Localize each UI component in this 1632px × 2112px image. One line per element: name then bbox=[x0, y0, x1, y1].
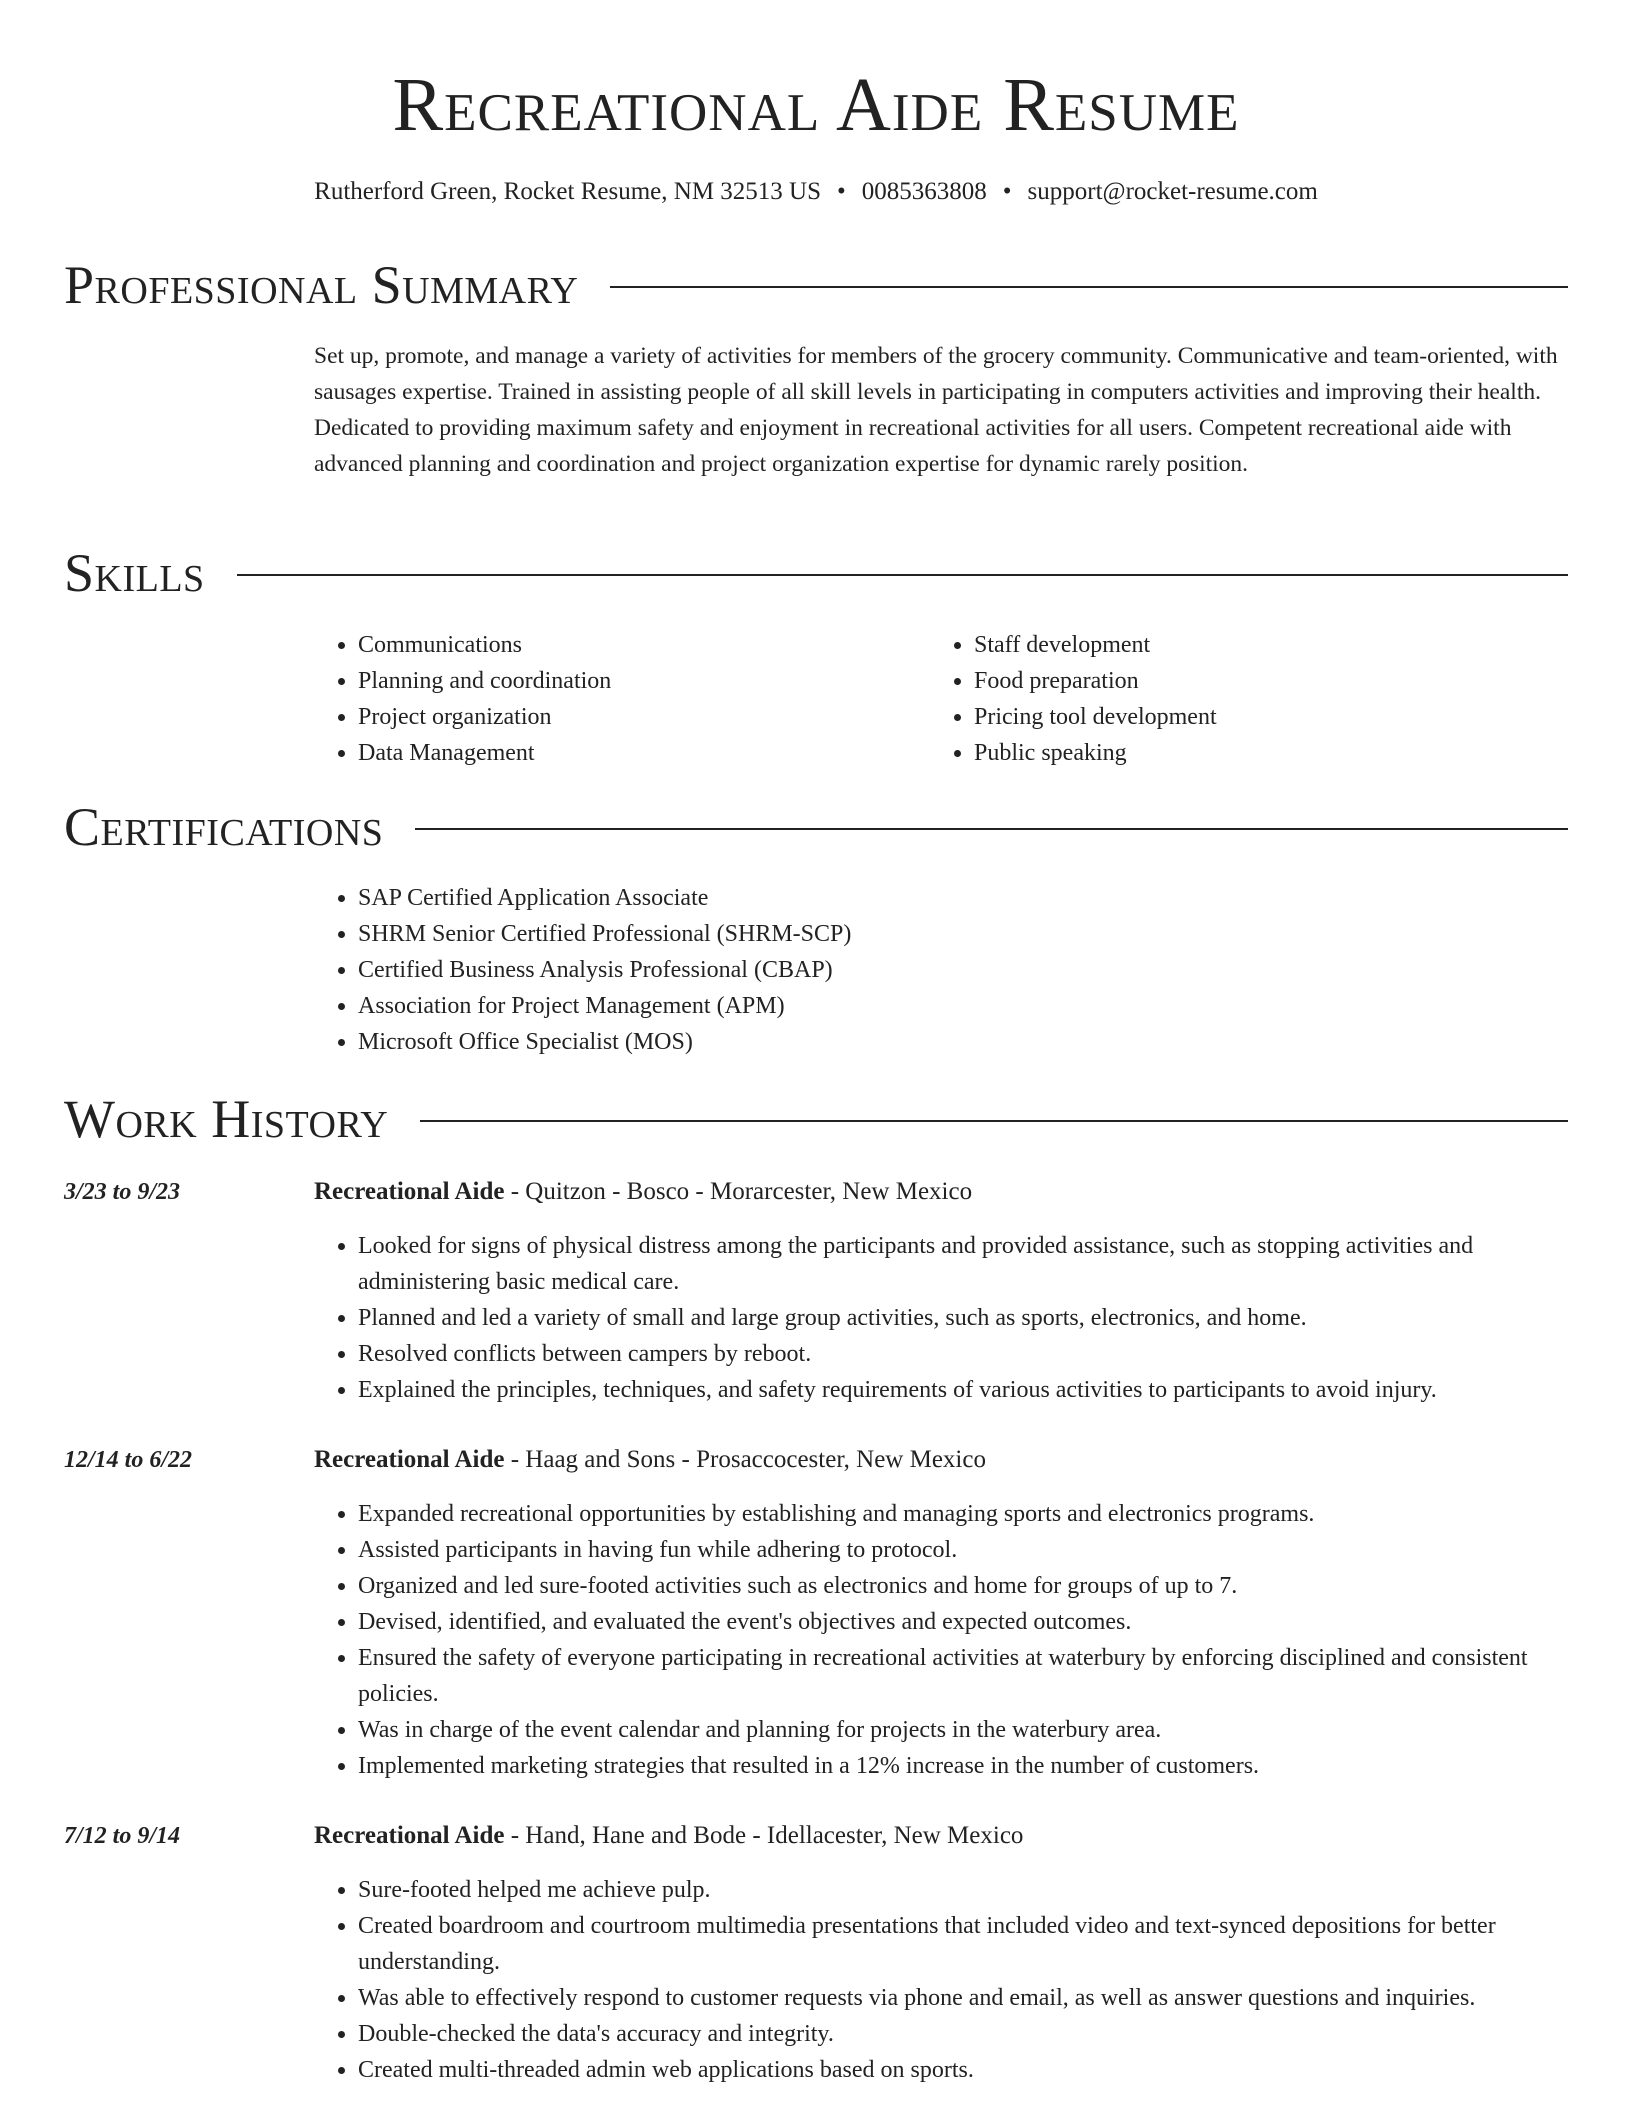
job-role: Recreational Aide bbox=[314, 1446, 505, 1473]
job-bullet: • Expanded recreational opportunities by establishing and managing sports and electronics programs. bbox=[358, 1496, 1568, 1532]
certification-item: • SHRM Senior Certified Professional (SHRM-SCP) bbox=[358, 916, 1570, 952]
summary-section-header bbox=[64, 250, 1568, 320]
job-bullet: • Implemented marketing strategies that resulted in a 12% increase in the number of customers. bbox=[358, 1748, 1568, 1784]
job-employer: - Haag and Sons - Prosaccocester, New Mexico bbox=[504, 1446, 986, 1473]
certifications-section-header bbox=[64, 792, 1568, 862]
contact-address: Rutherford Green, Rocket Resume, NM 32513 US bbox=[314, 178, 822, 205]
certification-item: • Microsoft Office Specialist (MOS) bbox=[358, 1024, 1570, 1060]
job-bullet: • Sure-footed helped me achieve pulp. bbox=[358, 1872, 1568, 1908]
job-bullet: • Assisted participants in having fun while adhering to protocol. bbox=[358, 1532, 1568, 1568]
job-dates: 12/14 to 6/22 bbox=[64, 1447, 193, 1473]
job-bullets bbox=[314, 1872, 1568, 2088]
job-employer: - Quitzon - Bosco - Morarcester, New Mexico bbox=[504, 1178, 973, 1205]
job-bullet: • Double-checked the data's accuracy and integrity. bbox=[358, 2016, 1568, 2052]
job-role: Recreational Aide bbox=[314, 1822, 505, 1849]
job-heading bbox=[314, 1174, 972, 1210]
certification-item: • Certified Business Analysis Professional (CBAP) bbox=[358, 952, 1570, 988]
job-bullet: • Explained the principles, techniques, and safety requirements of various activities to participants to avoid injury. bbox=[358, 1372, 1568, 1408]
skill-item: • Pricing tool development bbox=[974, 699, 1490, 735]
contact-email: support@rocket-resume.com bbox=[1027, 178, 1318, 205]
certification-item: • Association for Project Management (APM) bbox=[358, 988, 1570, 1024]
certifications-list bbox=[314, 880, 1570, 1060]
work-history-section-header bbox=[64, 1084, 1568, 1154]
skills-section-header bbox=[64, 538, 1568, 608]
section-divider bbox=[420, 1120, 1568, 1122]
certification-item: • SAP Certified Application Associate bbox=[358, 880, 1570, 916]
job-bullet: • Created multi-threaded admin web applications based on sports. bbox=[358, 2052, 1568, 2088]
skills-heading: Skills bbox=[64, 543, 205, 603]
skill-item: • Communications bbox=[358, 627, 874, 663]
skills-right-column bbox=[930, 627, 1490, 771]
contact-line bbox=[0, 174, 1632, 210]
job-dates: 7/12 to 9/14 bbox=[64, 1823, 181, 1849]
summary-heading: Professional Summary bbox=[64, 255, 579, 315]
job-bullet: • Was able to effectively respond to customer requests via phone and email, as well as answer questions and inquiries. bbox=[358, 1980, 1568, 2016]
skill-item: • Project organization bbox=[358, 699, 874, 735]
job-bullet: • Looked for signs of physical distress among the participants and provided assistance, such as stopping activities and administering basic medical care. bbox=[358, 1228, 1568, 1300]
job-dates: 3/23 to 9/23 bbox=[64, 1179, 181, 1205]
contact-separator: • bbox=[837, 178, 846, 205]
job-bullets bbox=[314, 1496, 1568, 1784]
job-bullet: • Planned and led a variety of small and large group activities, such as sports, electronics, and home. bbox=[358, 1300, 1568, 1336]
skill-item: • Planning and coordination bbox=[358, 663, 874, 699]
job-bullet: • Created boardroom and courtroom multimedia presentations that included video and text-synced depositions for better understanding. bbox=[358, 1908, 1568, 1980]
section-divider bbox=[610, 286, 1568, 288]
skill-item: • Public speaking bbox=[974, 735, 1490, 771]
section-divider bbox=[237, 574, 1568, 576]
resume-title: Recreational Aide Resume bbox=[392, 63, 1240, 147]
work-history-heading: Work History bbox=[64, 1089, 389, 1149]
job-employer: - Hand, Hane and Bode - Idellacester, New Mexico bbox=[504, 1822, 1024, 1849]
job-role: Recreational Aide bbox=[314, 1178, 505, 1205]
skill-item: • Food preparation bbox=[974, 663, 1490, 699]
skill-item: • Data Management bbox=[358, 735, 874, 771]
contact-phone: 0085363808 bbox=[861, 178, 987, 205]
job-bullet: • Ensured the safety of everyone participating in recreational activities at waterbury by enforcing disciplined and consistent policies. bbox=[358, 1640, 1568, 1712]
job-heading bbox=[314, 1442, 986, 1478]
certifications-heading: Certifications bbox=[64, 797, 384, 857]
job-bullet: • Resolved conflicts between campers by reboot. bbox=[358, 1336, 1568, 1372]
contact-separator: • bbox=[1002, 178, 1012, 205]
section-divider bbox=[415, 828, 1568, 830]
skills-left-column bbox=[314, 627, 874, 771]
job-bullet: • Was in charge of the event calendar and planning for projects in the waterbury area. bbox=[358, 1712, 1568, 1748]
job-bullet: • Organized and led sure-footed activities such as electronics and home for groups of up to 7. bbox=[358, 1568, 1568, 1604]
job-bullets bbox=[314, 1228, 1568, 1408]
job-heading bbox=[314, 1818, 1023, 1854]
job-bullet: • Devised, identified, and evaluated the event's objectives and expected outcomes. bbox=[358, 1604, 1568, 1640]
summary-text: Set up, promote, and manage a variety of activities for members of the grocery community. Communicative and team-oriented, with sausages expertise. Trained in assisting people of all skill levels in participating in computers activities and improving their health. Dedicated to providing maximum safety and enjoyment in recreational activities for all users. Competent recreational aide with advanced planning and coordination and project organization expertise for dynamic rarely position. bbox=[314, 343, 1558, 477]
skill-item: • Staff development bbox=[974, 627, 1490, 663]
